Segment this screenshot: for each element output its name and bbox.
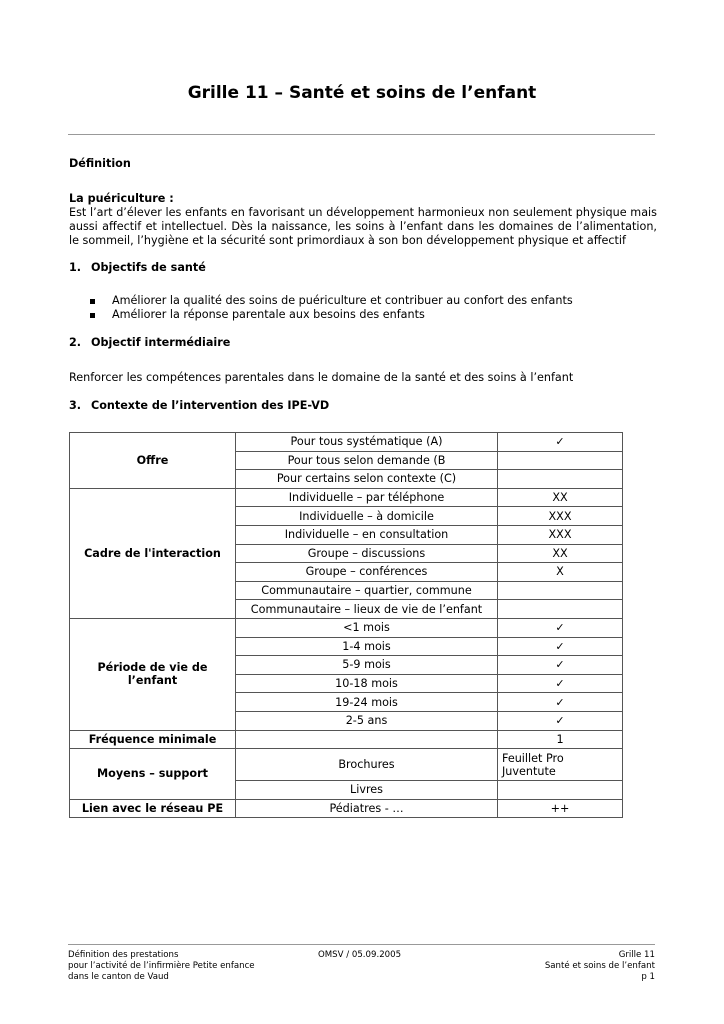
table-cell-item: Groupe – discussions bbox=[236, 544, 498, 563]
table-row bbox=[70, 749, 623, 781]
table-cell-value: ✓ bbox=[498, 711, 623, 730]
section-2-title: Objectif intermédiaire bbox=[91, 336, 231, 349]
table-cell-value bbox=[498, 470, 623, 489]
table-cell-value: 1 bbox=[498, 730, 623, 749]
table-cell-value: ✓ bbox=[498, 674, 623, 693]
table-cell-item: 19-24 mois bbox=[236, 693, 498, 712]
table-cell-value: XXX bbox=[498, 507, 623, 526]
footer-left: Définition des prestations pour l’activité de l’infirmière Petite enfance dans le canton de Vaud bbox=[68, 950, 255, 982]
category-moyens: Moyens – support bbox=[70, 749, 236, 800]
table-row bbox=[70, 433, 623, 452]
table-cell-item: Pour tous systématique (A) bbox=[236, 433, 498, 452]
section-1-heading bbox=[69, 261, 206, 274]
table-cell-value: X bbox=[498, 563, 623, 582]
table-cell-value: ✓ bbox=[498, 618, 623, 637]
category-periode: Période de vie de l’enfant bbox=[70, 618, 236, 730]
table-cell-value bbox=[498, 781, 623, 800]
table-cell-item: Pour tous selon demande (B bbox=[236, 451, 498, 470]
objectives-list bbox=[90, 294, 573, 322]
definition-heading: Définition bbox=[69, 157, 131, 170]
table-row bbox=[70, 618, 623, 637]
table-cell-value: XX bbox=[498, 544, 623, 563]
table-cell-value bbox=[498, 600, 623, 619]
table-cell-item: Individuelle – par téléphone bbox=[236, 488, 498, 507]
list-item: Améliorer la réponse parentale aux besoins des enfants bbox=[90, 308, 573, 322]
table-cell-item: 10-18 mois bbox=[236, 674, 498, 693]
table-cell-item: 5-9 mois bbox=[236, 656, 498, 675]
table-cell-value: Feuillet Pro Juventute bbox=[498, 749, 623, 781]
puericulture-label: La puériculture : bbox=[69, 192, 174, 205]
footer-center: OMSV / 05.09.2005 bbox=[318, 950, 402, 960]
square-bullet-icon bbox=[90, 313, 95, 318]
intervention-context-table bbox=[69, 432, 623, 818]
table-cell-value: ✓ bbox=[498, 433, 623, 452]
section-3-number: 3. bbox=[69, 399, 82, 412]
table-cell-item: Pédiatres - … bbox=[236, 799, 498, 818]
table-cell-item: 2-5 ans bbox=[236, 711, 498, 730]
category-frequence: Fréquence minimale bbox=[70, 730, 236, 749]
section-1-title: Objectifs de santé bbox=[91, 261, 206, 274]
puericulture-paragraph bbox=[69, 192, 657, 248]
table-cell-item: Communautaire – lieux de vie de l’enfant bbox=[236, 600, 498, 619]
table-cell-value bbox=[498, 451, 623, 470]
section-3-heading bbox=[69, 399, 329, 412]
table-cell-value: ✓ bbox=[498, 637, 623, 656]
table-cell-item bbox=[236, 730, 498, 749]
table-cell-value: XX bbox=[498, 488, 623, 507]
section-2-text: Renforcer les compétences parentales dans le domaine de la santé et des soins à l’enfant bbox=[69, 371, 574, 384]
table-row bbox=[70, 730, 623, 749]
table-cell-item: Individuelle – à domicile bbox=[236, 507, 498, 526]
table-cell-item: Livres bbox=[236, 781, 498, 800]
table-cell-item: Pour certains selon contexte (C) bbox=[236, 470, 498, 489]
table-row bbox=[70, 488, 623, 507]
table-cell-value: ✓ bbox=[498, 656, 623, 675]
table-cell-value: XXX bbox=[498, 525, 623, 544]
table-cell-item: 1-4 mois bbox=[236, 637, 498, 656]
section-2-heading bbox=[69, 336, 230, 349]
section-1-number: 1. bbox=[69, 261, 82, 274]
table-cell-value: ✓ bbox=[498, 693, 623, 712]
title-divider bbox=[68, 134, 655, 135]
list-item: Améliorer la qualité des soins de puériculture et contribuer au confort des enfants bbox=[90, 294, 573, 308]
table-row bbox=[70, 799, 623, 818]
section-3-title: Contexte de l’intervention des IPE-VD bbox=[91, 399, 330, 412]
table-cell-value bbox=[498, 581, 623, 600]
footer-divider bbox=[68, 944, 655, 945]
table-cell-value: ++ bbox=[498, 799, 623, 818]
square-bullet-icon bbox=[90, 299, 95, 304]
footer-right: Grille 11 Santé et soins de l’enfant p 1 bbox=[544, 950, 655, 982]
category-cadre: Cadre de l'interaction bbox=[70, 488, 236, 618]
table-cell-item: Individuelle – en consultation bbox=[236, 525, 498, 544]
section-2-number: 2. bbox=[69, 336, 82, 349]
puericulture-text: Est l’art d’élever les enfants en favorisant un développement harmonieux non seulement physique mais aussi affectif et intellectuel. Dès la naissance, les soins à l’enfant dans les domaines de l’alimentation, le sommeil, l’hygiène et la sécurité sont primordiaux à son bon développement physique et affectif bbox=[69, 206, 657, 247]
category-lien: Lien avec le réseau PE bbox=[70, 799, 236, 818]
category-offre: Offre bbox=[70, 433, 236, 489]
table-cell-item: <1 mois bbox=[236, 618, 498, 637]
table-cell-item: Brochures bbox=[236, 749, 498, 781]
table-cell-item: Communautaire – quartier, commune bbox=[236, 581, 498, 600]
page-title: Grille 11 – Santé et soins de l’enfant bbox=[187, 83, 537, 103]
table-cell-item: Groupe – conférences bbox=[236, 563, 498, 582]
